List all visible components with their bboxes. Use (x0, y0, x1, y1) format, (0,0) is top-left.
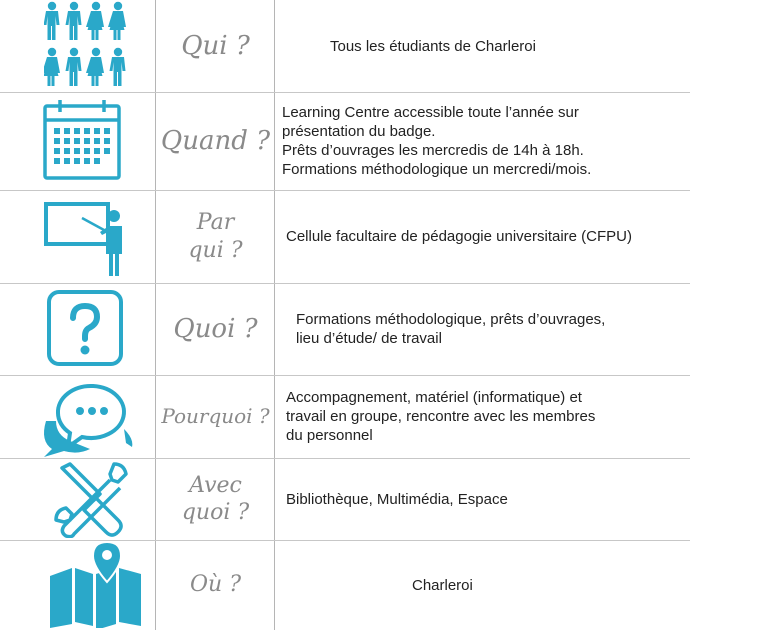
row-with-what (0, 458, 700, 540)
answer-when: Learning Centre accessible toute l’année sur présentation du badge. Prêts d’ouvrages les mercredis de 14h à 18h. Formations méthodologique un mercredi/mois. (282, 104, 592, 178)
row-what (0, 283, 700, 375)
row-where (0, 540, 700, 630)
question-where: Où ? (190, 572, 241, 598)
answer-what: Formations méthodologique, prêts d’ouvrages, lieu d’étude/ de travail (296, 311, 606, 347)
row-why (0, 375, 700, 458)
question-by-whom: Par qui ? (188, 210, 243, 263)
answer-by-whom: Cellule facultaire de pédagogie universitaire (CFPU) (286, 228, 633, 245)
row-when (0, 92, 700, 190)
answer-why: Accompagnement, matériel (informatique) et travail en groupe, rencontre avec les membres du personnel (286, 389, 596, 444)
map-pin-icon (0, 540, 155, 630)
tools-icon (0, 458, 155, 540)
answer-where: Charleroi (412, 576, 473, 594)
teacher-board-icon (0, 190, 155, 283)
speech-bubble-icon (0, 375, 155, 458)
question-mark-icon (0, 283, 155, 375)
calendar-icon (0, 92, 155, 190)
people-icon (0, 0, 155, 92)
question-with-what: Avec quoi ? (181, 472, 250, 525)
row-by-whom (0, 190, 700, 283)
question-what: Quoi ? (173, 313, 258, 344)
row-who (0, 0, 700, 92)
question-when: Quand ? (160, 125, 271, 156)
answer-who: Tous les étudiants de Charleroi (330, 37, 536, 55)
question-who: Qui ? (181, 30, 250, 61)
question-why: Pourquoi ? (161, 404, 270, 428)
answer-with-what: Bibliothèque, Multimédia, Espace (286, 490, 508, 508)
